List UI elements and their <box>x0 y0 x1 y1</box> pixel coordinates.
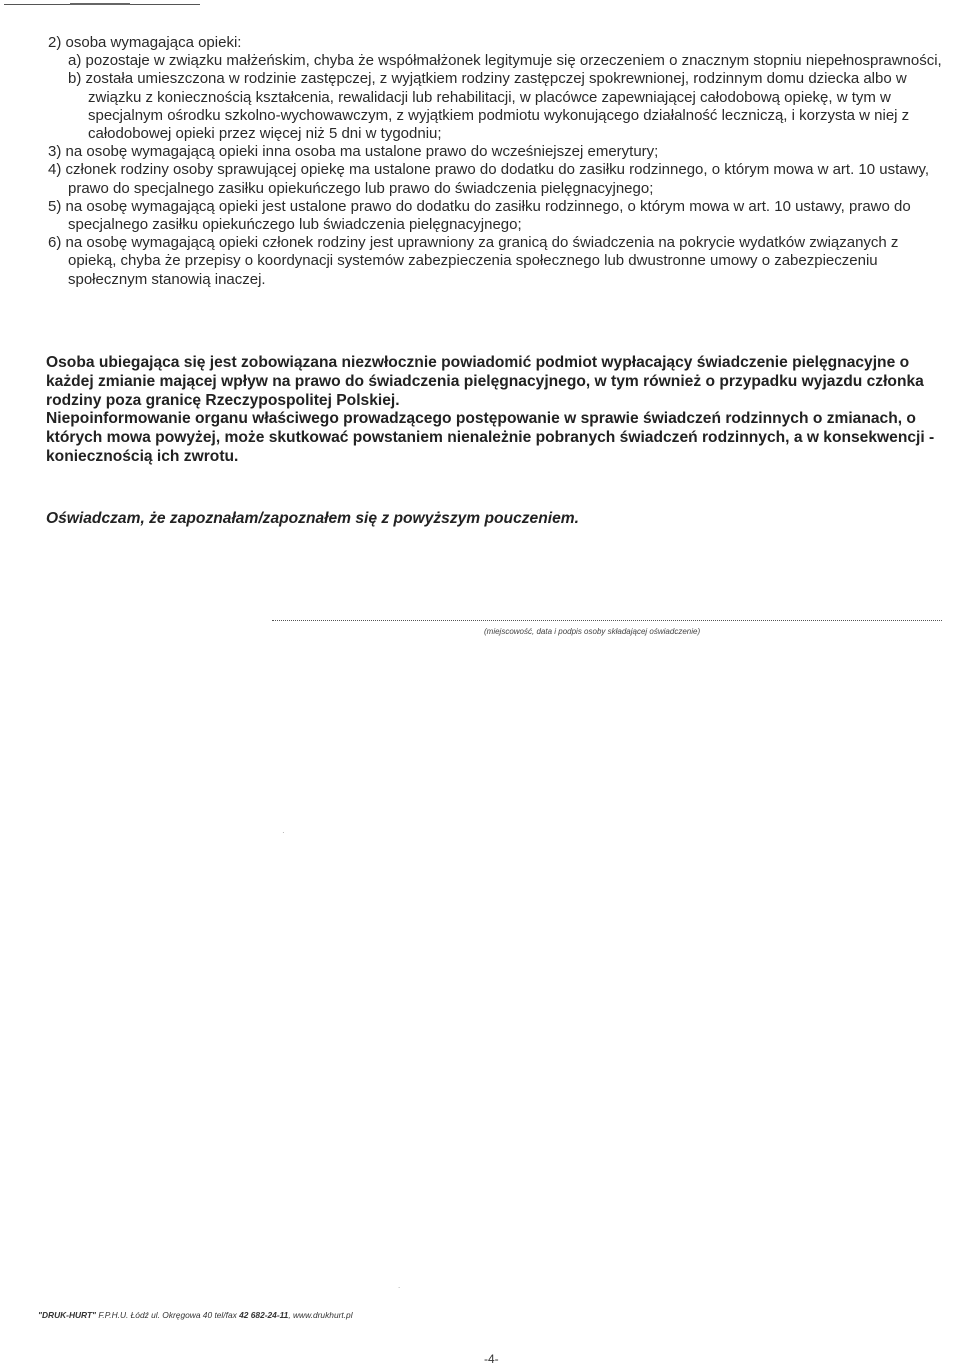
printer-details: F.P.H.U. Łódź ul. Okręgowa 40 tel/fax <box>96 1310 240 1320</box>
scan-speck: · <box>282 828 285 837</box>
printer-name: "DRUK-HURT" <box>38 1310 97 1320</box>
printer-footer <box>38 1310 353 1320</box>
scan-speck: . <box>398 1281 401 1290</box>
printer-website: , www.drukhurt.pl <box>288 1310 353 1320</box>
obligation-notice <box>46 354 936 467</box>
page-number: -4- <box>484 1352 499 1366</box>
condition-item-3: 3) na osobę wymagającą opieki inna osoba ma ustalone prawo do wcześniejszej emerytury; <box>48 143 659 161</box>
notice-paragraph-1: Osoba ubiegająca się jest zobowiązana niezwłocznie powiadomić podmiot wypłacający świadczenie pielęgnacyjne o każdej zmianie mającej wpływ na prawo do świadczenia pielęgnacyjnego, w tym również o przypadku wyjazdu członka rodziny poza granicę Rzeczypospolitej Polskiej. <box>46 354 924 409</box>
condition-item-2: 2) osoba wymagająca opieki: <box>48 34 242 51</box>
top-divider-accent <box>70 3 130 5</box>
notice-paragraph-2: Niepoinformowanie organu właściwego prowadzącego postępowanie w sprawie świadczeń rodzinnych o zmianach, o których mowa powyżej, może skutkować powstaniem nienależnie pobranych świadczeń rodzinnych, a w konsekwencji - koniecznością ich zwrotu. <box>46 410 935 465</box>
condition-item-2a: a) pozostaje w związku małżeńskim, chyba że współmałżonek legitymuje się orzeczeniem o znacznym stopniu niepełnosprawności, <box>68 52 942 70</box>
conditions-list <box>48 34 948 289</box>
condition-item-2b: b) została umieszczona w rodzinie zastępczej, z wyjątkiem rodziny zastępczej spokrewnionej, rodzinnym domu dziecka albo w związku z koniecznością kształcenia, rewalidacji lub rehabilitacji, w placówce zapewniającej całodobową opiekę, w tym w specjalnym ośrodku szkolno-wychowawczym, z wyjątkiem podmiotu wykonującego działalność leczniczą, i korzysta w niej z całodobowej opieki przez więcej niż 5 dni w tygodniu; <box>68 70 910 143</box>
printer-phone: 42 682-24-11 <box>239 1310 289 1320</box>
declaration-statement: Oświadczam, że zapoznałam/zapoznałem się z powyższym pouczeniem. <box>46 510 579 527</box>
condition-item-4: 4) członek rodziny osoby sprawującej opiekę ma ustalone prawo do dodatku do zasiłku rodzinnego, o którym mowa w art. 10 ustawy, prawo do specjalnego zasiłku opiekuńczego lub prawo do świadczenia pielęgnacyjnego; <box>48 161 930 197</box>
signature-line[interactable] <box>272 620 942 621</box>
condition-item-6: 6) na osobę wymagającą opieki członek rodziny jest uprawniony za granicą do świadczenia na pokrycie wydatków związanych z opieką, chyba że przepisy o koordynacji systemów zabezpieczenia społecznego lub dwustronne umowy o zabezpieczeniu społecznym stanowią inaczej. <box>48 234 899 288</box>
condition-item-5: 5) na osobę wymagającą opieki jest ustalone prawo do dodatku do zasiłku rodzinnego, o którym mowa w art. 10 ustawy, prawo do specjalnego zasiłku opiekuńczego lub świadczenia pielęgnacyjnego; <box>48 197 911 234</box>
signature-caption: (miejscowość, data i podpis osoby składającej oświadczenie) <box>484 627 701 636</box>
